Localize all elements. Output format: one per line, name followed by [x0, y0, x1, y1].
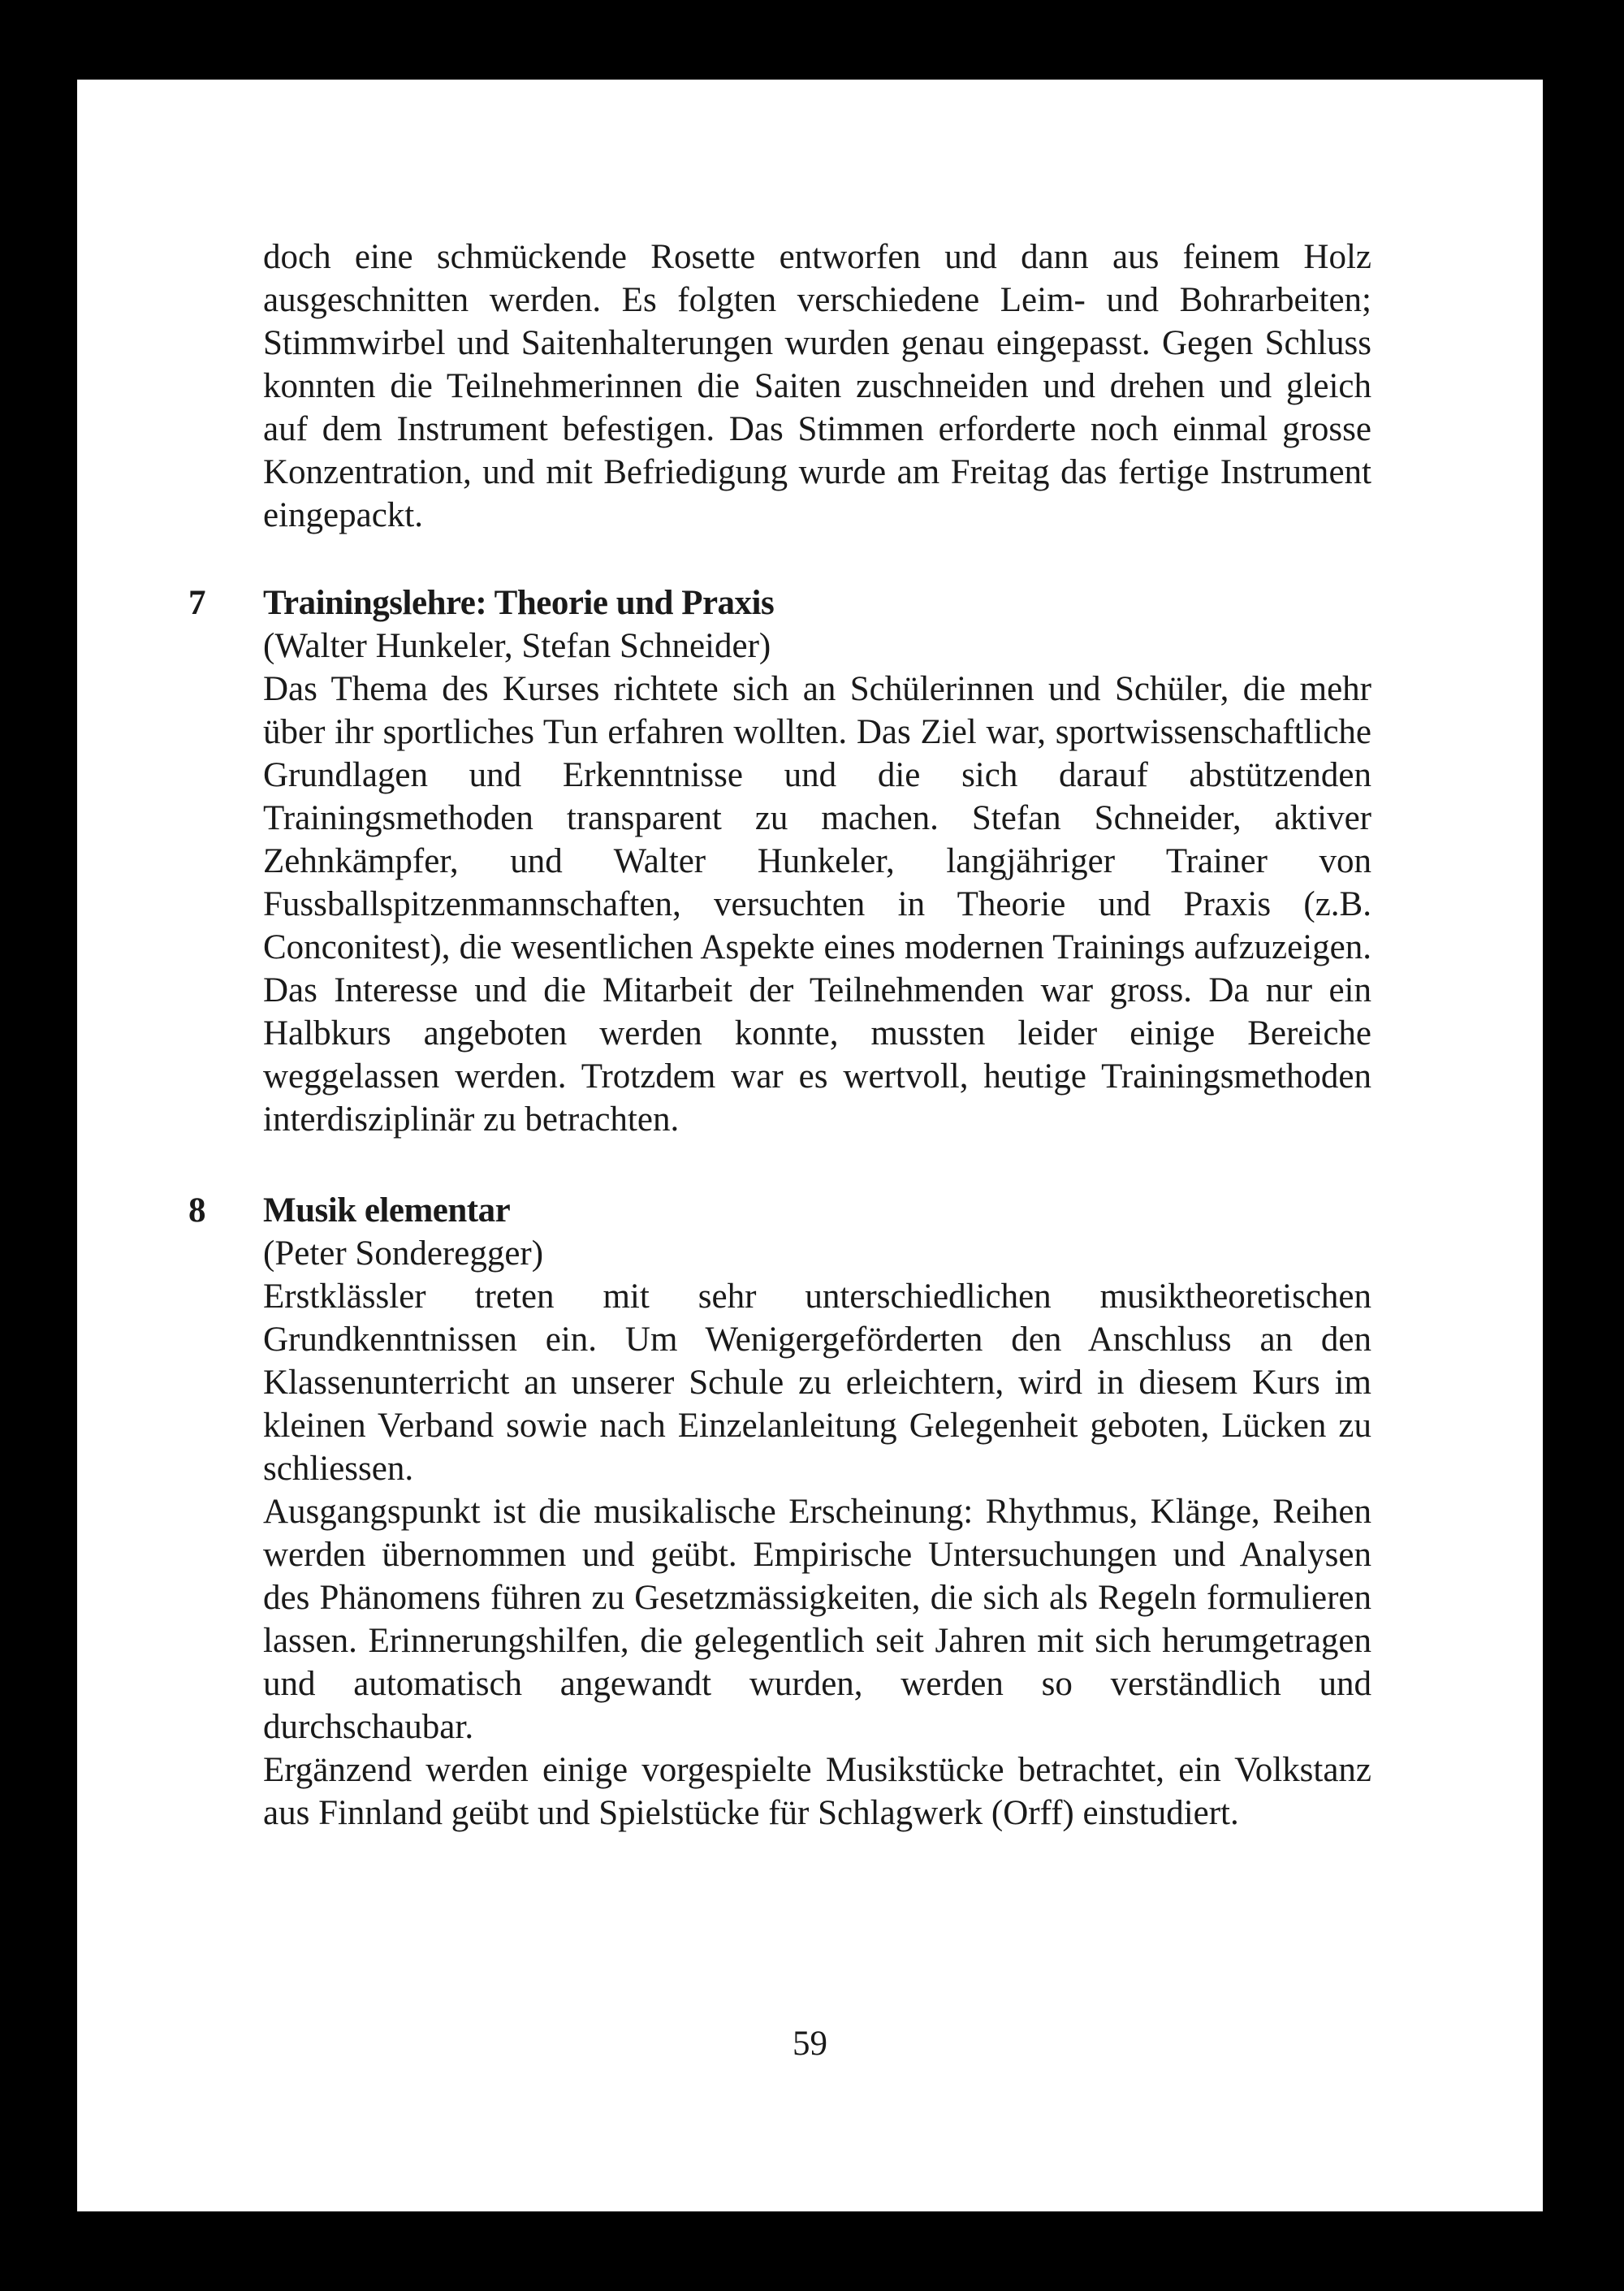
section-number: 7: [188, 584, 206, 622]
section-paragraph: Ausgangspunkt ist die musikalische Erscheinung: Rhythmus, Klänge, Reihen werden übernommen und geübt. Empirische Untersuchungen und Analysen des Phänomens führen zu Gesetzmässigkeiten, die sich als Regeln formulieren lassen. Erinnerungshilfen, die gelegentlich seit Jahren mit sich herumgetragen und automatisch angewandt wurden, werden so verständlich und durchschaubar.: [263, 1493, 1371, 1746]
section-title: Trainingslehre: Theorie und Praxis: [263, 584, 775, 622]
intro-paragraph-block: [263, 236, 1371, 537]
section-paragraph: Das Thema des Kurses richtete sich an Schülerinnen und Schüler, die mehr über ihr sportliches Tun erfahren wollten. Das Ziel war, sportwissenschaftliche Grundlagen und Erkenntnisse und die sich darauf abstützenden Trainingsmethoden transparent zu machen. Stefan Schneider, aktiver Zehnkämpfer, und Walter Hunkeler, langjähriger Trainer von Fussballspitzenmannschaften, versuchten in Theorie und Praxis (z.B. Conconitest), die wesentlichen Aspekte eines modernen Trainings aufzuzeigen. Das Interesse und die Mitarbeit der Teilnehmenden war gross. Da nur ein Halbkurs angeboten werden konnte, mussten leider einige Bereiche weggelassen werden. Trotzdem war es wertvoll, heutige Trainingsmethoden interdisziplinär zu betrachten.: [263, 670, 1371, 1139]
section-authors: (Peter Sonderegger): [263, 1234, 544, 1273]
document-page: [77, 80, 1543, 2211]
section-title: Musik elementar: [263, 1191, 511, 1230]
section-paragraph: Ergänzend werden einige vorgespielte Musikstücke betrachtet, ein Volkstanz aus Finnland geübt und Spielstücke für Schlagwerk (Orff) einstudiert.: [263, 1751, 1371, 1832]
section-paragraph: Erstklässler treten mit sehr unterschiedlichen musiktheoretischen Grundkenntnissen ein. Um Wenigergeförderten den Anschluss an den Klassenunterricht an unserer Schule zu erleichtern, wird in diesem Kurs im kleinen Verband sowie nach Einzelanleitung Gelegenheit geboten, Lücken zu schliessen.: [263, 1277, 1371, 1488]
page-number: 59: [793, 2025, 827, 2063]
section-body: [263, 581, 1371, 1141]
section-body: [263, 1189, 1371, 1835]
intro-paragraph: doch eine schmückende Rosette entworfen und dann aus feinem Holz ausgeschnitten werden. Es folgten verschiedene Leim- und Bohrarbeiten; Stimmwirbel und Saitenhalterungen wurden genau eingepasst. Gegen Schluss konnten die Teilnehmerinnen die Saiten zuschneiden und drehen und gleich auf dem Instrument befestigen. Das Stimmen erforderte noch einmal grosse Konzentration, und mit Befriedigung wurde am Freitag das fertige Instrument eingepackt.: [263, 238, 1371, 534]
section-number: 8: [188, 1191, 206, 1230]
section-authors: (Walter Hunkeler, Stefan Schneider): [263, 627, 771, 665]
